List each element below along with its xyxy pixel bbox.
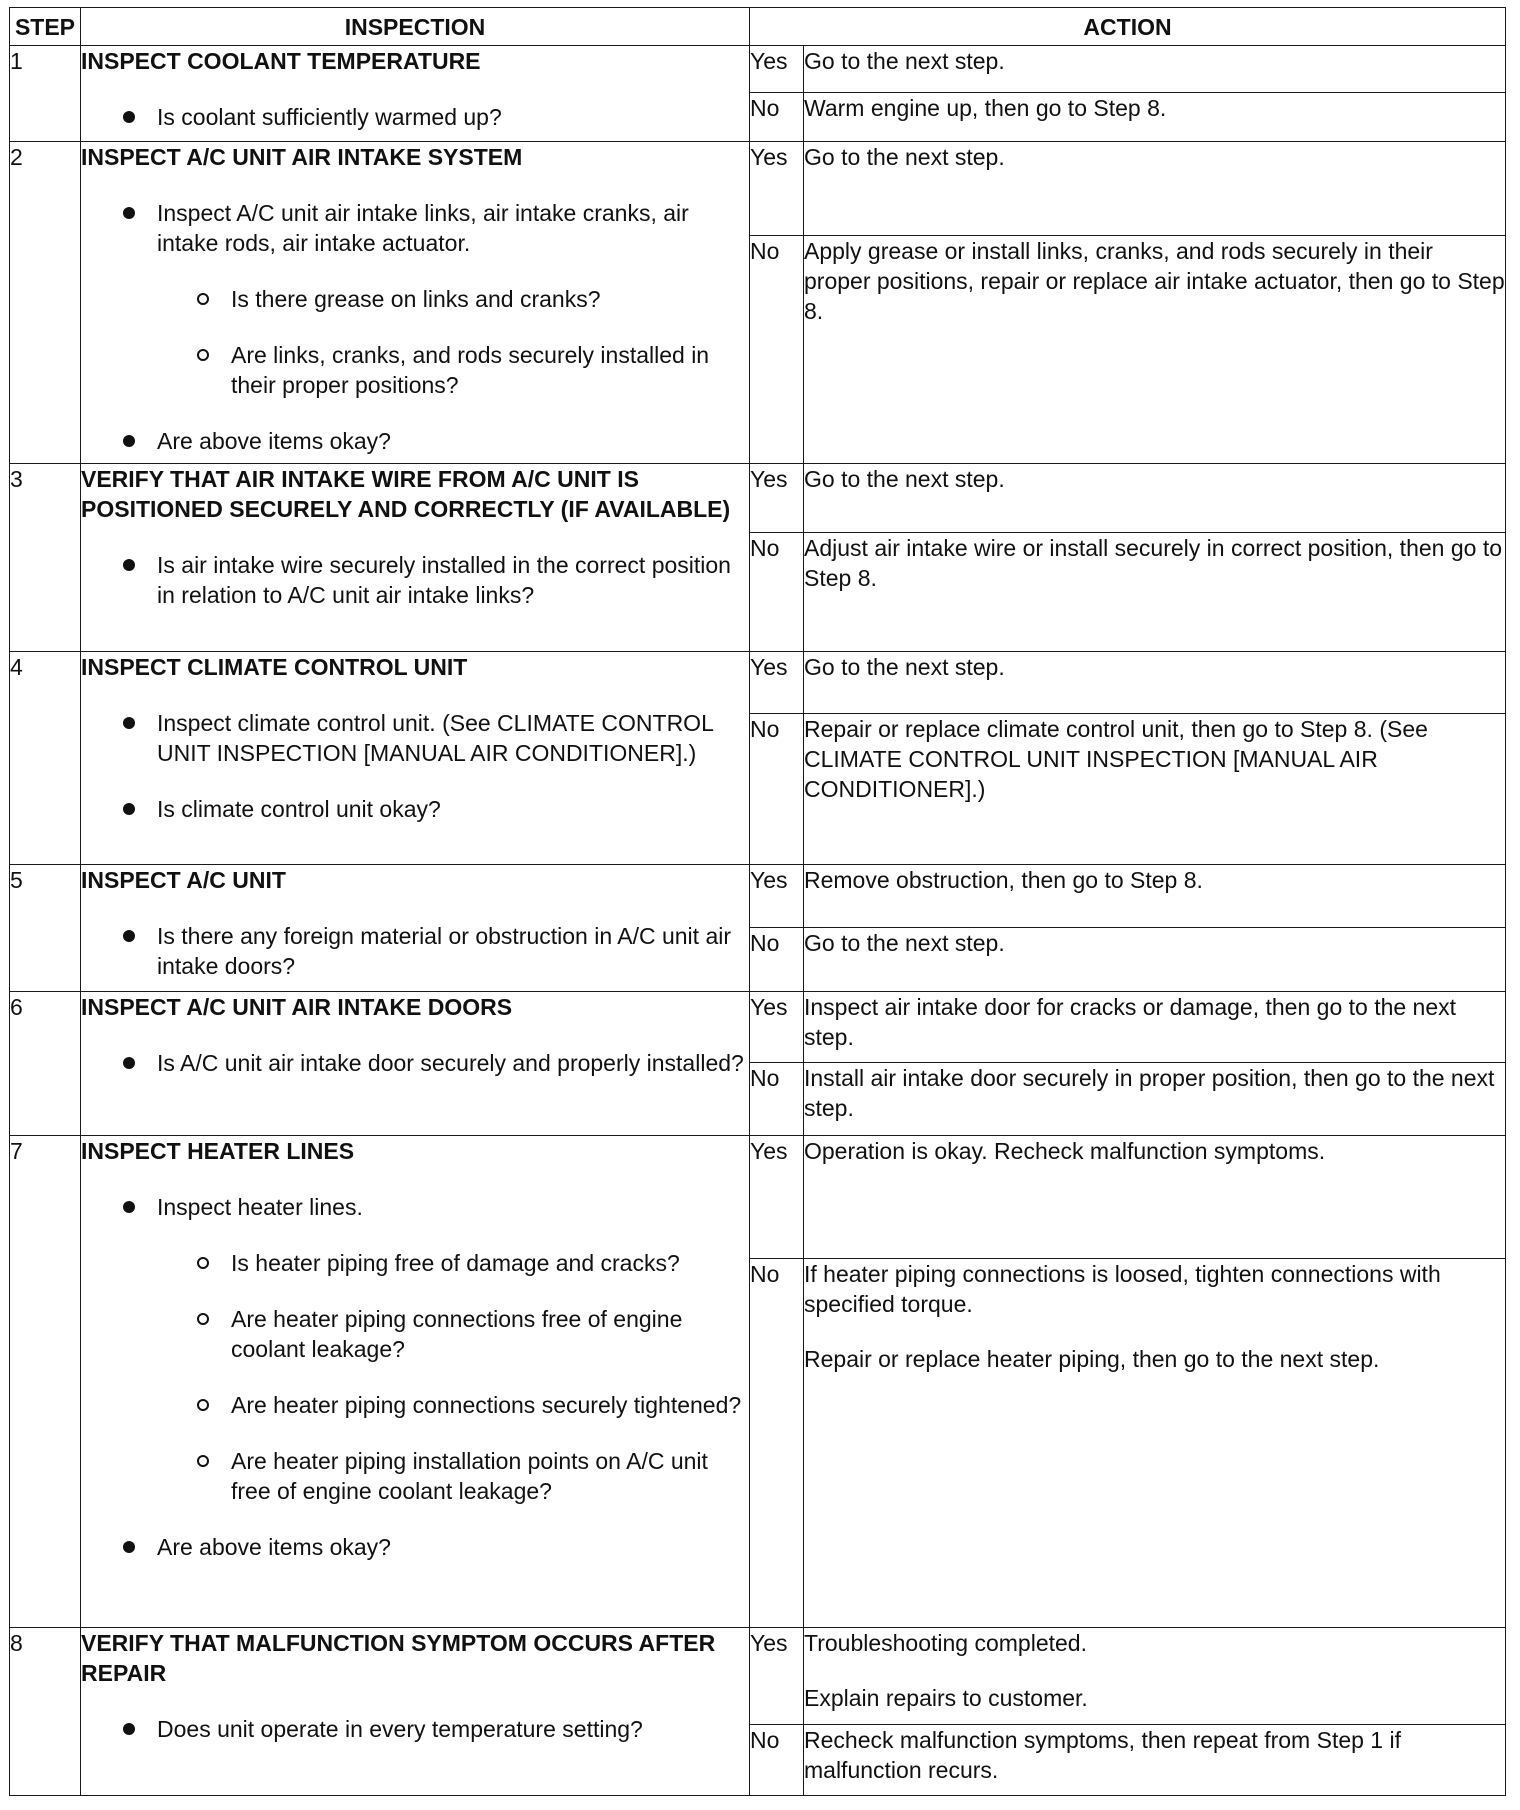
bullet-text: Is climate control unit okay?: [157, 796, 441, 822]
no-action: [804, 1725, 1506, 1796]
header-action: ACTION: [750, 8, 1506, 46]
sub-item-text: Is there grease on links and cranks?: [231, 286, 601, 312]
bullet-text: Does unit operate in every temperature setting?: [157, 1716, 643, 1742]
step-number: 1: [10, 46, 81, 142]
step-title: INSPECT A/C UNIT AIR INTAKE SYSTEM: [81, 144, 523, 170]
step-2-inspection: [81, 142, 750, 464]
sub-bullet-icon: [197, 293, 209, 305]
no-action: [804, 1063, 1506, 1136]
bullet-item: [81, 426, 749, 456]
no-action: [804, 236, 1506, 464]
step-2-yes-row: [10, 142, 1506, 236]
bullet-icon: [123, 207, 135, 219]
step-1-inspection: [81, 46, 750, 142]
action-text: Apply grease or install links, cranks, and rods securely in their proper positions, repair or replace air intake actuator, then go to Step 8.: [804, 238, 1505, 324]
step-number: 6: [10, 992, 81, 1136]
sub-item-text: Are heater piping installation points on A/C unit free of engine coolant leakage?: [231, 1448, 708, 1504]
action-text: Troubleshooting completed.: [804, 1630, 1087, 1656]
sub-item: [81, 1390, 749, 1420]
yes-label: Yes: [750, 142, 804, 236]
troubleshooting-sheet: [9, 7, 1505, 1798]
bullet-item: [81, 794, 749, 824]
step-number: 7: [10, 1136, 81, 1628]
no-action: [804, 928, 1506, 992]
action-text: Inspect air intake door for cracks or damage, then go to the next step.: [804, 994, 1457, 1050]
sub-bullet-icon: [197, 1257, 209, 1269]
action-text: If heater piping connections is loosed, tighten connections with specified torque.: [804, 1261, 1441, 1317]
yes-action: [804, 992, 1506, 1063]
bullet-icon: [123, 111, 135, 123]
step-1-yes-row: [10, 46, 1506, 93]
no-label: No: [750, 1725, 804, 1796]
action-text: Repair or replace heater piping, then go to the next step.: [804, 1346, 1380, 1372]
step-title: INSPECT HEATER LINES: [81, 1138, 355, 1164]
bullet-icon: [123, 1541, 135, 1553]
no-label: No: [750, 928, 804, 992]
step-7-inspection: [81, 1136, 750, 1628]
no-action: [804, 1259, 1506, 1628]
bullet-text: Is A/C unit air intake door securely and properly installed?: [157, 1050, 744, 1076]
no-action: [804, 533, 1506, 652]
bullet-item: [81, 708, 749, 768]
sub-item: [81, 1446, 749, 1506]
step-8-yes-row: [10, 1628, 1506, 1725]
action-text: Operation is okay. Recheck malfunction symptoms.: [804, 1138, 1326, 1164]
sub-item-text: Is heater piping free of damage and cracks?: [231, 1250, 680, 1276]
bullet-text: Is air intake wire securely installed in the correct position in relation to A/C unit air intake links?: [157, 552, 731, 608]
bullet-item: [81, 921, 749, 981]
action-text: Go to the next step.: [804, 144, 1005, 170]
bullet-item: [81, 1532, 749, 1562]
bullet-icon: [123, 559, 135, 571]
sub-bullet-icon: [197, 1455, 209, 1467]
action-text: Warm engine up, then go to Step 8.: [804, 95, 1167, 121]
action-text: Go to the next step.: [804, 48, 1005, 74]
bullet-text: Is there any foreign material or obstruction in A/C unit air intake doors?: [157, 923, 732, 979]
bullet-icon: [123, 1057, 135, 1069]
yes-label: Yes: [750, 464, 804, 533]
sub-bullet-icon: [197, 1399, 209, 1411]
yes-action: [804, 1628, 1506, 1725]
yes-action: [804, 46, 1506, 93]
header-row: [10, 8, 1506, 46]
step-8-inspection: [81, 1628, 750, 1796]
no-label: No: [750, 714, 804, 865]
no-label: No: [750, 533, 804, 652]
no-action: [804, 714, 1506, 865]
step-number: 3: [10, 464, 81, 652]
step-5-inspection: [81, 865, 750, 992]
bullet-text: Inspect heater lines.: [157, 1194, 363, 1220]
action-text: Go to the next step.: [804, 654, 1005, 680]
bullet-icon: [123, 930, 135, 942]
step-3-yes-row: [10, 464, 1506, 533]
bullet-icon: [123, 435, 135, 447]
bullet-text: Inspect climate control unit. (See CLIMATE CONTROL UNIT INSPECTION [MANUAL AIR CONDITIONER].): [157, 710, 714, 766]
action-text: Remove obstruction, then go to Step 8.: [804, 867, 1203, 893]
bullet-icon: [123, 803, 135, 815]
step-number: 5: [10, 865, 81, 992]
action-text: Explain repairs to customer.: [804, 1685, 1088, 1711]
yes-action: [804, 464, 1506, 533]
step-number: 8: [10, 1628, 81, 1796]
step-title: INSPECT CLIMATE CONTROL UNIT: [81, 654, 468, 680]
action-text: Recheck malfunction symptoms, then repeat from Step 1 if malfunction recurs.: [804, 1727, 1401, 1783]
troubleshooting-table: [9, 7, 1506, 1796]
bullet-text: Inspect A/C unit air intake links, air intake cranks, air intake rods, air intake actuator.: [157, 200, 689, 256]
step-4-yes-row: [10, 652, 1506, 714]
yes-action: [804, 1136, 1506, 1259]
no-label: No: [750, 93, 804, 142]
bullet-item: [81, 1048, 749, 1078]
bullet-item: [81, 102, 749, 132]
sub-item: [81, 1304, 749, 1364]
bullet-item: [81, 550, 749, 610]
step-7-yes-row: [10, 1136, 1506, 1259]
sub-bullet-icon: [197, 349, 209, 361]
bullet-icon: [123, 717, 135, 729]
action-text: Install air intake door securely in proper position, then go to the next step.: [804, 1065, 1495, 1121]
bullet-text: Are above items okay?: [157, 428, 391, 454]
action-text: Adjust air intake wire or install securely in correct position, then go to Step 8.: [804, 535, 1502, 591]
bullet-text: Is coolant sufficiently warmed up?: [157, 104, 502, 130]
action-text: Go to the next step.: [804, 930, 1005, 956]
sub-bullet-icon: [197, 1313, 209, 1325]
step-5-yes-row: [10, 865, 1506, 928]
yes-action: [804, 865, 1506, 928]
yes-label: Yes: [750, 865, 804, 928]
sub-item-text: Are heater piping connections free of engine coolant leakage?: [231, 1306, 683, 1362]
yes-label: Yes: [750, 46, 804, 93]
step-title: VERIFY THAT AIR INTAKE WIRE FROM A/C UNIT IS POSITIONED SECURELY AND CORRECTLY (IF AVAILABLE): [81, 466, 731, 522]
bullet-icon: [123, 1201, 135, 1213]
sub-item: [81, 340, 749, 400]
bullet-item: [81, 198, 749, 258]
yes-label: Yes: [750, 1628, 804, 1725]
step-number: 2: [10, 142, 81, 464]
yes-label: Yes: [750, 1136, 804, 1259]
no-action: [804, 93, 1506, 142]
step-title: INSPECT A/C UNIT AIR INTAKE DOORS: [81, 994, 513, 1020]
sub-item-text: Are links, cranks, and rods securely installed in their proper positions?: [231, 342, 710, 398]
bullet-item: [81, 1192, 749, 1222]
no-label: No: [750, 1259, 804, 1628]
bullet-text: Are above items okay?: [157, 1534, 391, 1560]
bullet-icon: [123, 1723, 135, 1735]
step-number: 4: [10, 652, 81, 865]
action-text: Go to the next step.: [804, 466, 1005, 492]
step-6-inspection: [81, 992, 750, 1136]
no-label: No: [750, 236, 804, 464]
step-title: INSPECT A/C UNIT: [81, 867, 286, 893]
step-title: VERIFY THAT MALFUNCTION SYMPTOM OCCURS AFTER REPAIR: [81, 1630, 716, 1686]
step-title: INSPECT COOLANT TEMPERATURE: [81, 48, 481, 74]
yes-label: Yes: [750, 992, 804, 1063]
action-text: Repair or replace climate control unit, then go to Step 8. (See CLIMATE CONTROL UNIT INSPECTION [MANUAL AIR CONDITIONER].): [804, 716, 1428, 802]
step-6-yes-row: [10, 992, 1506, 1063]
sub-item-text: Are heater piping connections securely tightened?: [231, 1392, 742, 1418]
header-inspection: INSPECTION: [81, 8, 750, 46]
step-4-inspection: [81, 652, 750, 865]
yes-action: [804, 652, 1506, 714]
header-step: STEP: [10, 8, 81, 46]
bullet-item: [81, 1714, 749, 1744]
yes-label: Yes: [750, 652, 804, 714]
sub-item: [81, 1248, 749, 1278]
no-label: No: [750, 1063, 804, 1136]
sub-item: [81, 284, 749, 314]
step-3-inspection: [81, 464, 750, 652]
yes-action: [804, 142, 1506, 236]
